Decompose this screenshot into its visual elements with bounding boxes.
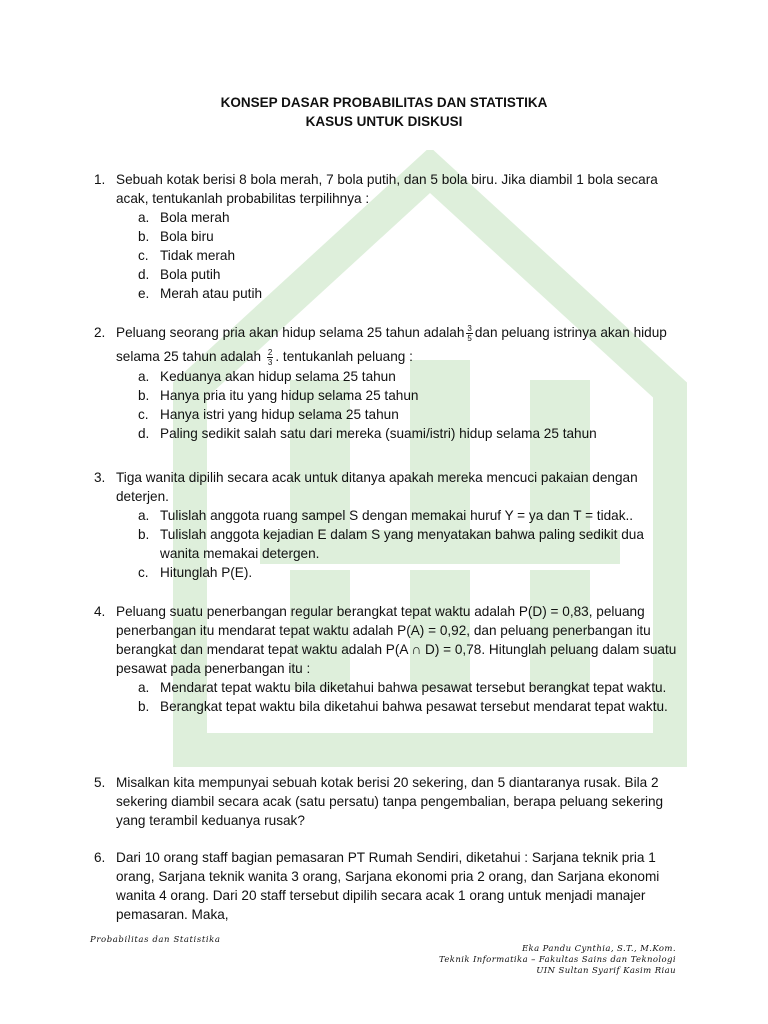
option-item xyxy=(138,405,684,424)
footer-author: Eka Pandu Cynthia, S.T., M.Kom. xyxy=(521,944,676,954)
question-number: 1. xyxy=(94,172,106,187)
question-text-part: Peluang seorang pria akan hidup selama 25 tahun adalah xyxy=(116,325,465,340)
question-text-part: dan peluang istrinya akan hidup xyxy=(474,325,667,340)
question-text-part: selama 25 tahun adalah xyxy=(116,348,262,364)
option-label: b. xyxy=(138,229,150,244)
question-text-part: . tentukanlah peluang : xyxy=(275,348,413,364)
option-label: b. xyxy=(138,387,150,403)
option-label: d. xyxy=(138,425,150,441)
option-item xyxy=(138,525,684,563)
option-item xyxy=(138,367,684,386)
fraction-numerator: 3 xyxy=(467,323,472,333)
option-text: Paling sedikit salah satu dari mereka (suami/istri) hidup selama 25 tahun xyxy=(160,425,597,441)
option-item xyxy=(138,563,684,582)
option-label: a. xyxy=(138,680,150,695)
document-subtitle: KASUS UNTUK DISKUSI xyxy=(305,114,463,129)
option-text: Keduanya akan hidup selama 25 tahun xyxy=(160,368,396,384)
fraction-denominator: 5 xyxy=(467,333,472,343)
question-text: Misalkan kita mempunyai sebuah kotak berisi 20 sekering, dan 5 diantaranya rusak. Bila 2 sekering diambil secara acak (satu persatu) tanpa pengembalian, berapa peluang sekering yang terambil keduanya rusak? xyxy=(116,775,664,828)
question-text: Peluang suatu penerbangan regular berangkat tepat waktu adalah P(D) = 0,83, peluang penerbangan itu mendarat tepat waktu adalah P(A) = 0,92, dan peluang penerbangan itu berangkat dan mendarat tepat waktu adalah P(A ∩ D) = 0,78. Hitunglah peluang dalam suatu pesawat pada penerbangan itu : xyxy=(116,604,677,676)
option-label: b. xyxy=(138,527,150,542)
option-item xyxy=(138,246,684,265)
option-item xyxy=(138,265,684,284)
option-item xyxy=(138,424,684,443)
question-number: 2. xyxy=(94,325,106,340)
footer-department: Teknik Informatika – Fakultas Sains dan Teknologi xyxy=(438,955,676,965)
question-text: Tiga wanita dipilih secara acak untuk ditanya apakah mereka mencuci pakaian dengan deterjen. xyxy=(116,470,638,504)
option-label: e. xyxy=(138,286,150,301)
option-text: Bola merah xyxy=(160,210,230,225)
fraction xyxy=(466,324,472,343)
question-2 xyxy=(94,323,684,443)
option-text: Hitunglah P(E). xyxy=(160,565,253,580)
document-title: KONSEP DASAR PROBABILITAS DAN STATISTIKA xyxy=(220,95,548,110)
option-list xyxy=(138,678,684,716)
question-text: Sebuah kotak berisi 8 bola merah, 7 bola putih, dan 5 bola biru. Jika diambil 1 bola secara acak, tentukanlah probabilitas terpilihnya : xyxy=(116,172,658,206)
option-list xyxy=(138,506,684,582)
option-item xyxy=(138,284,684,303)
option-label: b. xyxy=(138,699,150,714)
question-4 xyxy=(94,602,684,716)
option-label: a. xyxy=(138,210,150,225)
option-text: Tidak merah xyxy=(160,248,236,263)
question-number: 4. xyxy=(94,604,106,619)
option-item xyxy=(138,386,684,405)
option-label: c. xyxy=(138,406,149,422)
option-label: a. xyxy=(138,508,150,523)
option-label: d. xyxy=(138,267,150,282)
question-1 xyxy=(94,170,684,303)
option-item xyxy=(138,506,684,525)
question-text: Dari 10 orang staff bagian pemasaran PT Rumah Sendiri, diketahui : Sarjana teknik pria 1 orang, Sarjana teknik wanita 3 orang, Sarjana ekonomi pria 2 orang, dan Sarjana ekonomi wanita 4 orang. Dari 20 staff tersebut dipilih secara acak 1 orang untuk menjadi manajer pemasaran. Maka, xyxy=(116,850,660,922)
option-item xyxy=(138,208,684,227)
question-number: 5. xyxy=(94,775,106,790)
question-6 xyxy=(94,848,684,924)
fraction-denominator: 3 xyxy=(267,357,273,367)
option-item xyxy=(138,697,684,716)
option-text: Merah atau putih xyxy=(160,286,263,301)
footer-university: UIN Sultan Syarif Kasim Riau xyxy=(536,966,676,976)
option-label: c. xyxy=(138,565,149,580)
option-text: Tulislah anggota ruang sampel S dengan memakai huruf Y = ya dan T = tidak.. xyxy=(160,508,634,523)
option-text: Hanya pria itu yang hidup selama 25 tahun xyxy=(160,387,419,403)
option-text: Tulislah anggota kejadian E dalam S yang menyatakan bahwa paling sedikit dua wanita memakai detergen. xyxy=(160,527,644,561)
option-item xyxy=(138,678,684,697)
option-text: Mendarat tepat waktu bila diketahui bahwa pesawat tersebut berangkat tepat waktu. xyxy=(160,680,667,695)
fraction-numerator: 2 xyxy=(267,347,273,357)
option-text: Hanya istri yang hidup selama 25 tahun xyxy=(160,406,399,422)
question-number: 6. xyxy=(94,850,106,865)
option-text: Bola biru xyxy=(160,229,214,244)
option-label: a. xyxy=(138,368,150,384)
option-text: Berangkat tepat waktu bila diketahui bahwa pesawat tersebut mendarat tepat waktu. xyxy=(160,699,668,714)
option-list xyxy=(138,208,684,303)
option-text: Bola putih xyxy=(160,267,221,282)
question-3 xyxy=(94,468,684,582)
option-list xyxy=(138,367,684,443)
option-item xyxy=(138,227,684,246)
question-5 xyxy=(94,773,684,830)
footer-course-name: Probabilitas dan Statistika xyxy=(90,935,221,945)
question-text xyxy=(116,323,684,367)
question-number: 3. xyxy=(94,470,106,485)
footer-author-block xyxy=(439,944,676,977)
option-label: c. xyxy=(138,248,149,263)
fraction xyxy=(267,348,273,367)
